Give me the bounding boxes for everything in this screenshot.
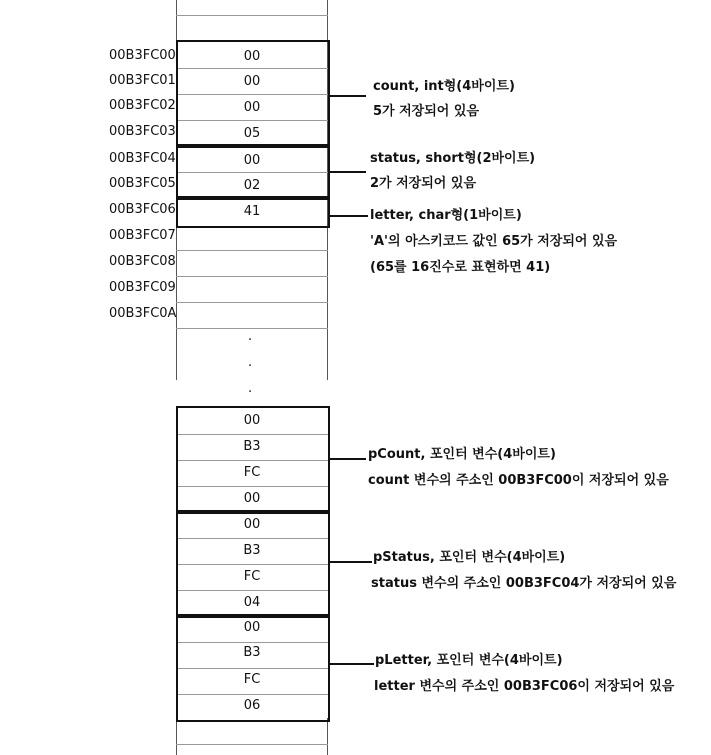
address-label: 00B3FC02 — [109, 98, 176, 113]
memory-cell: 05 — [243, 126, 261, 141]
address-label: 00B3FC07 — [109, 228, 176, 243]
ellipsis-dot: . — [248, 329, 253, 344]
pletter-connector-line — [328, 663, 374, 665]
row-divider — [176, 15, 328, 16]
memory-cell: 00 — [243, 153, 261, 168]
address-label: 00B3FC0A — [109, 306, 177, 321]
address-label: 00B3FC01 — [109, 73, 176, 88]
memory-cell: 00 — [243, 517, 261, 532]
address-label: 00B3FC06 — [109, 202, 176, 217]
memory-cell: 00 — [243, 49, 261, 64]
status-note-detail: 2가 저장되어 있음 — [370, 176, 477, 191]
memory-column-right-border — [327, 718, 328, 755]
count-note-detail: 5가 저장되어 있음 — [373, 104, 480, 119]
pcount-note-detail: count 변수의 주소인 00B3FC00이 저장되어 있음 — [368, 473, 669, 488]
row-divider — [176, 744, 328, 745]
memory-cell: B3 — [243, 543, 261, 558]
memory-cell: 00 — [243, 100, 261, 115]
memory-cell: 06 — [243, 698, 261, 713]
letter-note-detail: 'A'의 아스키코드 값인 65가 저장되어 있음 — [370, 234, 618, 249]
memory-cell: 41 — [243, 204, 261, 219]
address-label: 00B3FC05 — [109, 176, 176, 191]
address-label: 00B3FC09 — [109, 280, 176, 295]
memory-cell: 00 — [243, 74, 261, 89]
memory-cell: 02 — [243, 178, 261, 193]
memory-cell: 00 — [243, 620, 261, 635]
memory-cell: 00 — [243, 491, 261, 506]
address-label: 00B3FC08 — [109, 254, 176, 269]
memory-cell: FC — [243, 672, 261, 687]
address-label: 00B3FC03 — [109, 124, 176, 139]
ellipsis-dot: . — [248, 355, 253, 370]
memory-cell: FC — [243, 465, 261, 480]
row-divider — [176, 276, 328, 277]
status-note-title: status, short형(2바이트) — [370, 151, 536, 166]
pcount-note-title: pCount, 포인터 변수(4바이트) — [368, 447, 556, 462]
address-label: 00B3FC00 — [109, 48, 176, 63]
memory-cell: 00 — [243, 413, 261, 428]
row-divider — [176, 328, 328, 329]
row-divider — [176, 250, 328, 251]
pstatus-note-title: pStatus, 포인터 변수(4바이트) — [373, 550, 566, 565]
memory-cell: B3 — [243, 439, 261, 454]
memory-cell: 04 — [243, 595, 261, 610]
pstatus-connector-line — [328, 561, 372, 563]
address-label: 00B3FC04 — [109, 151, 176, 166]
pletter-note-title: pLetter, 포인터 변수(4바이트) — [375, 653, 563, 668]
memory-column-left-border — [176, 718, 177, 755]
ellipsis-dot: . — [248, 381, 253, 396]
pstatus-note-detail: status 변수의 주소인 00B3FC04가 저장되어 있음 — [371, 576, 677, 591]
letter-note-title: letter, char형(1바이트) — [370, 208, 522, 223]
count-note-title: count, int형(4바이트) — [373, 79, 515, 94]
letter-note-hex: (65를 16진수로 표현하면 41) — [370, 260, 551, 275]
count-connector-line — [328, 95, 366, 97]
pcount-connector-line — [328, 458, 366, 460]
memory-cell: FC — [243, 569, 261, 584]
memory-cell: B3 — [243, 645, 261, 660]
row-divider — [176, 302, 328, 303]
letter-connector-line — [328, 215, 368, 217]
pletter-note-detail: letter 변수의 주소인 00B3FC06이 저장되어 있음 — [374, 679, 675, 694]
status-connector-line — [328, 171, 366, 173]
